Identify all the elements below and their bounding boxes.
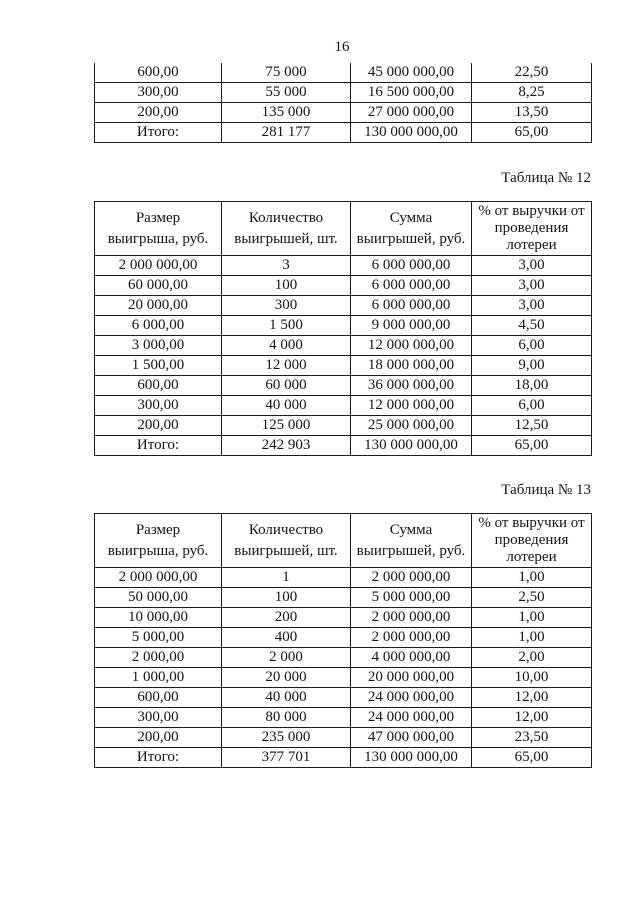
header-line: выигрышей, руб. xyxy=(356,230,466,247)
prize-sum-cell: 2 000 000,00 xyxy=(351,628,472,648)
table-header xyxy=(95,514,592,568)
revenue-percent-cell: 65,00 xyxy=(472,436,592,456)
prize-amount-cell: Итого: xyxy=(95,123,222,143)
table-row xyxy=(95,376,592,396)
total-row xyxy=(95,436,592,456)
prize-amount-cell: Итого: xyxy=(95,748,222,768)
prize-amount-cell: 5 000,00 xyxy=(95,628,222,648)
header-line: выигрышей, руб. xyxy=(356,542,466,559)
prize-count-cell: 377 701 xyxy=(222,748,351,768)
prize-amount-cell: 600,00 xyxy=(95,376,222,396)
prize-amount-header xyxy=(95,202,222,256)
prize-sum-cell: 24 000 000,00 xyxy=(351,688,472,708)
prize-amount-cell: 600,00 xyxy=(95,688,222,708)
table-row xyxy=(95,416,592,436)
prize-sum-cell: 5 000 000,00 xyxy=(351,588,472,608)
table-row xyxy=(95,588,592,608)
prize-sum-cell: 36 000 000,00 xyxy=(351,376,472,396)
prize-sum-cell: 130 000 000,00 xyxy=(351,436,472,456)
revenue-percent-cell: 2,50 xyxy=(472,588,592,608)
prize-amount-cell: 10 000,00 xyxy=(95,608,222,628)
prize-count-header xyxy=(222,514,351,568)
prize-count-cell: 80 000 xyxy=(222,708,351,728)
revenue-percent-cell: 1,00 xyxy=(472,628,592,648)
revenue-percent-cell: 9,00 xyxy=(472,356,592,376)
prize-sum-cell: 6 000 000,00 xyxy=(351,256,472,276)
table-row xyxy=(95,628,592,648)
revenue-percent-cell: 65,00 xyxy=(472,748,592,768)
prize-amount-cell: 300,00 xyxy=(95,396,222,416)
prize-sum-cell: 24 000 000,00 xyxy=(351,708,472,728)
table-row xyxy=(95,356,592,376)
prize-count-cell: 55 000 xyxy=(222,83,351,103)
prize-count-cell: 60 000 xyxy=(222,376,351,396)
prize-amount-cell: 200,00 xyxy=(95,728,222,748)
table-body xyxy=(95,63,592,143)
header-line: Размер xyxy=(135,209,181,226)
page-number: 16 xyxy=(334,39,350,55)
prize-sum-cell: 45 000 000,00 xyxy=(351,63,472,83)
revenue-percent-cell: 3,00 xyxy=(472,296,592,316)
prize-amount-cell: 2 000 000,00 xyxy=(95,568,222,588)
table-row xyxy=(95,296,592,316)
prize-count-cell: 100 xyxy=(222,588,351,608)
table-row xyxy=(95,63,592,83)
revenue-percent-cell: 22,50 xyxy=(472,63,592,83)
prize-amount-cell: 200,00 xyxy=(95,416,222,436)
prize-sum-cell: 130 000 000,00 xyxy=(351,123,472,143)
prize-sum-header xyxy=(351,202,472,256)
prize-amount-cell: 2 000 000,00 xyxy=(95,256,222,276)
revenue-percent-cell: 10,00 xyxy=(472,668,592,688)
table-row xyxy=(95,396,592,416)
revenue-percent-cell: 4,50 xyxy=(472,316,592,336)
prize-sum-cell: 12 000 000,00 xyxy=(351,396,472,416)
prize-amount-cell: 2 000,00 xyxy=(95,648,222,668)
table-row xyxy=(95,648,592,668)
revenue-percent-cell: 6,00 xyxy=(472,336,592,356)
table-caption-13: Таблица № 13 xyxy=(501,482,591,498)
prize-amount-cell: 200,00 xyxy=(95,103,222,123)
prize-count-cell: 1 xyxy=(222,568,351,588)
table-row xyxy=(95,708,592,728)
prize-count-cell: 281 177 xyxy=(222,123,351,143)
table-row xyxy=(95,668,592,688)
header-line: проведения xyxy=(494,532,569,548)
table-row xyxy=(95,568,592,588)
header-line: Сумма xyxy=(389,521,433,538)
revenue-percent-cell: 12,00 xyxy=(472,688,592,708)
prize-sum-cell: 27 000 000,00 xyxy=(351,103,472,123)
prize-count-header xyxy=(222,202,351,256)
prize-count-cell: 40 000 xyxy=(222,396,351,416)
table-body xyxy=(95,256,592,456)
prize-sum-cell: 6 000 000,00 xyxy=(351,276,472,296)
total-row xyxy=(95,748,592,768)
revenue-percent-cell: 3,00 xyxy=(472,256,592,276)
table-row xyxy=(95,256,592,276)
prize-amount-cell: Итого: xyxy=(95,436,222,456)
revenue-percent-cell: 3,00 xyxy=(472,276,592,296)
prize-sum-cell: 18 000 000,00 xyxy=(351,356,472,376)
prize-sum-cell: 4 000 000,00 xyxy=(351,648,472,668)
prize-count-cell: 12 000 xyxy=(222,356,351,376)
header-line: % от выручки от xyxy=(478,515,585,531)
header-line: выигрыша, руб. xyxy=(107,542,209,559)
revenue-percent-cell: 1,00 xyxy=(472,608,592,628)
prize-table-12 xyxy=(94,201,592,456)
prize-count-cell: 2 000 xyxy=(222,648,351,668)
prize-sum-cell: 2 000 000,00 xyxy=(351,568,472,588)
revenue-percent-header xyxy=(472,514,592,568)
header-line: лотереи xyxy=(506,549,557,565)
table-caption-12: Таблица № 12 xyxy=(501,170,591,186)
revenue-percent-header xyxy=(472,202,592,256)
table-row xyxy=(95,276,592,296)
prize-amount-cell: 1 000,00 xyxy=(95,668,222,688)
prize-count-cell: 300 xyxy=(222,296,351,316)
prize-count-cell: 200 xyxy=(222,608,351,628)
prize-sum-cell: 6 000 000,00 xyxy=(351,296,472,316)
prize-count-cell: 1 500 xyxy=(222,316,351,336)
revenue-percent-cell: 6,00 xyxy=(472,396,592,416)
table-row xyxy=(95,608,592,628)
prize-amount-cell: 300,00 xyxy=(95,83,222,103)
header-line: выигрышей, шт. xyxy=(234,230,338,247)
prize-amount-cell: 20 000,00 xyxy=(95,296,222,316)
total-row xyxy=(95,123,592,143)
prize-amount-cell: 3 000,00 xyxy=(95,336,222,356)
prize-sum-cell: 130 000 000,00 xyxy=(351,748,472,768)
continued-prize-table xyxy=(94,63,592,143)
header-line: Количество xyxy=(248,209,324,226)
revenue-percent-cell: 2,00 xyxy=(472,648,592,668)
prize-sum-header xyxy=(351,514,472,568)
header-row xyxy=(95,514,592,568)
prize-count-cell: 400 xyxy=(222,628,351,648)
table-header xyxy=(95,202,592,256)
table-row xyxy=(95,688,592,708)
prize-sum-cell: 47 000 000,00 xyxy=(351,728,472,748)
revenue-percent-cell: 65,00 xyxy=(472,123,592,143)
table-row xyxy=(95,83,592,103)
header-line: % от выручки от xyxy=(478,203,585,219)
prize-amount-cell: 60 000,00 xyxy=(95,276,222,296)
prize-count-cell: 125 000 xyxy=(222,416,351,436)
prize-sum-cell: 12 000 000,00 xyxy=(351,336,472,356)
prize-amount-cell: 600,00 xyxy=(95,63,222,83)
header-line: выигрыша, руб. xyxy=(107,230,209,247)
prize-count-cell: 4 000 xyxy=(222,336,351,356)
revenue-percent-cell: 23,50 xyxy=(472,728,592,748)
prize-sum-cell: 2 000 000,00 xyxy=(351,608,472,628)
header-line: проведения xyxy=(494,220,569,236)
prize-table-13 xyxy=(94,513,592,768)
table-row xyxy=(95,103,592,123)
prize-amount-cell: 300,00 xyxy=(95,708,222,728)
header-line: выигрышей, шт. xyxy=(234,542,338,559)
revenue-percent-cell: 8,25 xyxy=(472,83,592,103)
table-row xyxy=(95,316,592,336)
revenue-percent-cell: 12,00 xyxy=(472,708,592,728)
revenue-percent-cell: 18,00 xyxy=(472,376,592,396)
table-row xyxy=(95,728,592,748)
prize-sum-cell: 9 000 000,00 xyxy=(351,316,472,336)
prize-count-cell: 20 000 xyxy=(222,668,351,688)
header-line: Сумма xyxy=(389,209,433,226)
prize-amount-cell: 6 000,00 xyxy=(95,316,222,336)
header-line: Количество xyxy=(248,521,324,538)
table-row xyxy=(95,336,592,356)
revenue-percent-cell: 12,50 xyxy=(472,416,592,436)
prize-sum-cell: 16 500 000,00 xyxy=(351,83,472,103)
prize-count-cell: 40 000 xyxy=(222,688,351,708)
prize-amount-cell: 1 500,00 xyxy=(95,356,222,376)
prize-amount-header xyxy=(95,514,222,568)
header-line: Размер xyxy=(135,521,181,538)
header-row xyxy=(95,202,592,256)
prize-count-cell: 242 903 xyxy=(222,436,351,456)
prize-sum-cell: 25 000 000,00 xyxy=(351,416,472,436)
table-body xyxy=(95,568,592,768)
prize-count-cell: 235 000 xyxy=(222,728,351,748)
revenue-percent-cell: 1,00 xyxy=(472,568,592,588)
revenue-percent-cell: 13,50 xyxy=(472,103,592,123)
header-line: лотереи xyxy=(506,237,557,253)
prize-count-cell: 75 000 xyxy=(222,63,351,83)
prize-amount-cell: 50 000,00 xyxy=(95,588,222,608)
prize-count-cell: 3 xyxy=(222,256,351,276)
prize-count-cell: 135 000 xyxy=(222,103,351,123)
prize-sum-cell: 20 000 000,00 xyxy=(351,668,472,688)
prize-count-cell: 100 xyxy=(222,276,351,296)
